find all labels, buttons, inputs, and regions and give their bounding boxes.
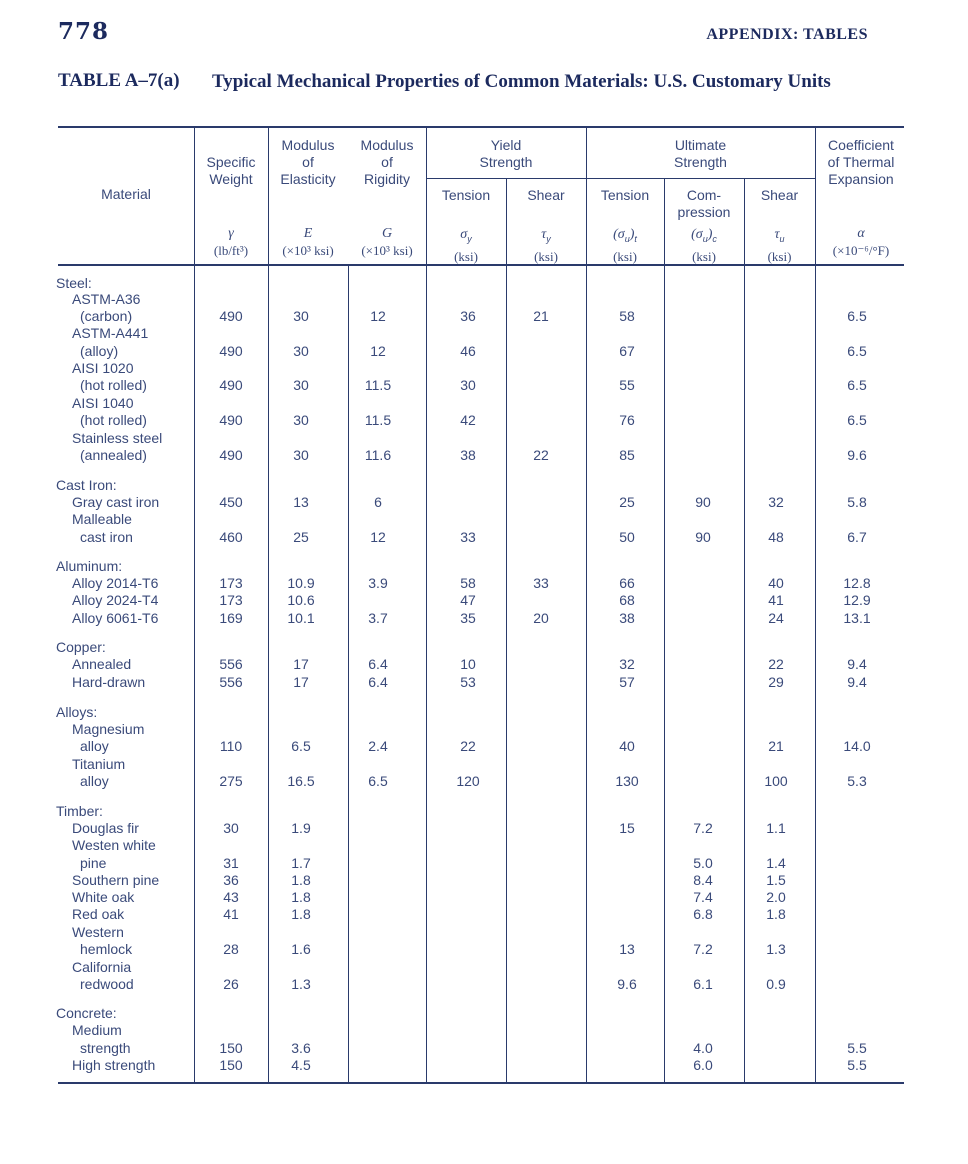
cell-ult-shear: 1.8	[766, 906, 786, 922]
cell-yield-tension: 35	[460, 610, 476, 626]
cell-specific-weight: 150	[219, 1040, 243, 1056]
material-name: Douglas fir	[72, 820, 139, 836]
cell-ult-tension: 57	[619, 674, 635, 690]
symbol: G	[381, 226, 393, 241]
header-material: Material	[101, 186, 151, 202]
symbol: (σ	[613, 227, 625, 242]
cell-modulus-g: 6.4	[368, 674, 388, 690]
cell-ult-shear: 41	[768, 592, 784, 608]
cell-specific-weight: 150	[219, 1057, 243, 1073]
cell-thermal-coef: 13.1	[843, 610, 871, 626]
cell-modulus-e: 17	[293, 674, 309, 690]
cell-specific-weight: 556	[219, 656, 243, 672]
header-line: pression	[677, 204, 731, 220]
header-ultimate-compression	[664, 187, 744, 221]
cell-modulus-e: 25	[293, 529, 309, 545]
unit: (ksi)	[534, 248, 558, 264]
header-line: Coefficient	[828, 137, 894, 153]
material-name: (hot rolled)	[80, 412, 147, 428]
unit: (lb/ft³)	[213, 243, 249, 258]
material-name: ASTM-A441	[72, 325, 149, 341]
material-name: AISI 1040	[72, 395, 134, 411]
material-name: White oak	[72, 889, 135, 905]
material-name: hemlock	[80, 941, 133, 957]
symbol: E	[303, 226, 313, 241]
cell-modulus-e: 13	[293, 494, 309, 510]
material-name: Westen white	[72, 837, 156, 853]
cell-modulus-e: 4.5	[291, 1057, 311, 1073]
header-yield-shear: Shear	[527, 187, 565, 203]
header-line: of	[302, 154, 314, 170]
material-category: Copper:	[56, 639, 106, 655]
cell-yield-tension: 42	[460, 412, 476, 428]
cell-specific-weight: 173	[219, 575, 243, 591]
cell-ult-compression: 6.0	[693, 1057, 713, 1073]
cell-ult-tension: 50	[619, 529, 635, 545]
cell-ult-shear: 21	[768, 738, 784, 754]
cell-ult-shear: 1.4	[766, 855, 786, 871]
cell-ult-compression: 4.0	[693, 1040, 713, 1056]
material-name: AISI 1020	[72, 360, 134, 376]
cell-modulus-g: 6.4	[368, 656, 388, 672]
header-line: Com-	[686, 187, 722, 203]
cell-modulus-e: 1.8	[291, 906, 311, 922]
cell-modulus-g: 3.9	[368, 575, 388, 591]
unit: (ksi)	[454, 248, 478, 264]
material-name: pine	[80, 855, 107, 871]
cell-ult-compression: 90	[695, 494, 711, 510]
cell-specific-weight: 460	[219, 529, 243, 545]
material-name: Hard-drawn	[72, 674, 146, 690]
cell-modulus-e: 1.8	[291, 872, 311, 888]
symbol: τ	[541, 227, 547, 242]
symbol-gamma	[194, 225, 268, 259]
cell-specific-weight: 28	[223, 941, 239, 957]
header-yield-tension: Tension	[441, 187, 491, 203]
cell-ult-tension: 130	[615, 773, 639, 789]
cell-specific-weight: 556	[219, 674, 243, 690]
cell-thermal-coef: 9.6	[847, 447, 867, 463]
header-line: Rigidity	[364, 171, 410, 187]
cell-ult-compression: 5.0	[693, 855, 713, 871]
cell-yield-tension: 53	[460, 674, 476, 690]
symbol-sigma-y: $\sigma_y$ (ksi)	[426, 225, 506, 265]
header-thermal-expansion	[815, 137, 907, 188]
cell-modulus-e: 30	[293, 412, 309, 428]
cell-thermal-coef: 6.5	[847, 308, 867, 324]
cell-ult-shear: 29	[768, 674, 784, 690]
cell-modulus-e: 6.5	[291, 738, 311, 754]
cell-thermal-coef: 5.5	[847, 1040, 867, 1056]
material-name: Malleable	[72, 511, 132, 527]
material-name: Western	[72, 924, 124, 940]
header-line: Expansion	[828, 171, 894, 187]
cell-ult-tension: 38	[619, 610, 635, 626]
cell-modulus-g: 11.5	[364, 412, 392, 428]
header-line: Strength	[479, 154, 533, 170]
cell-thermal-coef: 5.3	[847, 773, 867, 789]
cell-specific-weight: 31	[223, 855, 239, 871]
cell-ult-tension: 76	[619, 412, 635, 428]
unit: (×10⁻⁶/°F)	[832, 243, 890, 258]
cell-yield-tension: 120	[456, 773, 480, 789]
cell-specific-weight: 110	[219, 738, 243, 754]
cell-modulus-e: 30	[293, 447, 309, 463]
material-name: Annealed	[72, 656, 132, 672]
material-category: Aluminum:	[56, 558, 123, 574]
material-name: Medium	[72, 1022, 122, 1038]
cell-ult-shear: 1.1	[766, 820, 786, 836]
cell-modulus-e: 17	[293, 656, 309, 672]
cell-specific-weight: 450	[219, 494, 243, 510]
material-category: Cast Iron:	[56, 477, 117, 493]
cell-modulus-g: 6.5	[368, 773, 388, 789]
material-name: (carbon)	[80, 308, 133, 324]
unit: (ksi)	[767, 248, 792, 264]
cell-ult-shear: 100	[764, 773, 788, 789]
material-name: Stainless steel	[72, 430, 163, 446]
cell-yield-tension: 33	[460, 529, 476, 545]
cell-specific-weight: 169	[219, 610, 243, 626]
cell-ult-compression: 7.4	[693, 889, 713, 905]
cell-specific-weight: 490	[219, 412, 243, 428]
column-divider	[426, 128, 427, 1082]
cell-ult-tension: 58	[619, 308, 635, 324]
material-name: Red oak	[72, 906, 125, 922]
header-line: Strength	[674, 154, 727, 170]
symbol-sigma-uc: $(\sigma_u)_c$ (ksi)	[664, 225, 744, 265]
cell-modulus-g: 2.4	[368, 738, 388, 754]
material-name: alloy	[80, 738, 109, 754]
header-line: of Thermal	[827, 154, 895, 170]
material-name: cast iron	[80, 529, 133, 545]
material-name: ASTM-A36	[72, 291, 141, 307]
yield-subheader-rule	[427, 178, 816, 179]
cell-yield-tension: 30	[460, 377, 476, 393]
cell-thermal-coef: 5.5	[847, 1057, 867, 1073]
cell-specific-weight: 41	[223, 906, 239, 922]
cell-thermal-coef: 12.8	[843, 575, 871, 591]
material-name: (alloy)	[80, 343, 119, 359]
cell-ult-tension: 85	[619, 447, 635, 463]
material-name: redwood	[80, 976, 134, 992]
symbol-tau-y: $\tau_y$ (ksi)	[506, 225, 586, 265]
material-name: alloy	[80, 773, 109, 789]
header-modulus-rigidity	[348, 137, 426, 188]
header-line: Modulus	[281, 137, 335, 153]
material-name: Alloy 2014-T6	[72, 575, 159, 591]
material-name: Alloy 2024-T4	[72, 592, 159, 608]
cell-yield-shear: 33	[533, 575, 549, 591]
cell-modulus-e: 10.9	[287, 575, 315, 591]
column-divider	[815, 128, 816, 1082]
cell-modulus-e: 30	[293, 343, 309, 359]
symbol-sigma-ut: $(\sigma_u)_t$ (ksi)	[586, 225, 664, 265]
cell-modulus-g: 12	[370, 308, 386, 324]
material-name: High strength	[72, 1057, 156, 1073]
column-divider	[664, 178, 665, 1082]
cell-modulus-e: 10.1	[287, 610, 315, 626]
cell-specific-weight: 490	[219, 343, 243, 359]
cell-modulus-g: 6	[374, 494, 382, 510]
cell-thermal-coef: 6.5	[847, 343, 867, 359]
header-ultimate-tension: Tension	[600, 187, 650, 203]
material-category: Alloys:	[56, 704, 98, 720]
material-name: (hot rolled)	[80, 377, 147, 393]
cell-modulus-g: 3.7	[368, 610, 388, 626]
material-name: California	[72, 959, 132, 975]
header-line: Elasticity	[280, 171, 336, 187]
material-category: Timber:	[56, 803, 103, 819]
cell-ult-tension: 68	[619, 592, 635, 608]
cell-modulus-e: 10.6	[287, 592, 315, 608]
column-divider	[194, 128, 195, 1082]
cell-thermal-coef: 6.5	[847, 377, 867, 393]
unit: (×10³ ksi)	[361, 243, 413, 258]
cell-specific-weight: 36	[223, 872, 239, 888]
header-specific-weight	[194, 154, 268, 188]
page-number: 778	[58, 18, 110, 45]
cell-specific-weight: 26	[223, 976, 239, 992]
unit: (×10³ ksi)	[282, 243, 334, 258]
cell-modulus-e: 1.3	[291, 976, 311, 992]
cell-specific-weight: 173	[219, 592, 243, 608]
cell-thermal-coef: 12.9	[843, 592, 871, 608]
cell-yield-shear: 20	[533, 610, 549, 626]
cell-yield-tension: 10	[460, 656, 476, 672]
cell-ult-compression: 8.4	[693, 872, 713, 888]
cell-thermal-coef: 5.8	[847, 494, 867, 510]
cell-ult-tension: 25	[619, 494, 635, 510]
cell-modulus-g: 12	[370, 529, 386, 545]
cell-ult-tension: 32	[619, 656, 635, 672]
cell-specific-weight: 490	[219, 377, 243, 393]
cell-ult-tension: 55	[619, 377, 635, 393]
cell-thermal-coef: 6.7	[847, 529, 867, 545]
cell-thermal-coef: 14.0	[843, 738, 871, 754]
symbol-e	[268, 225, 348, 259]
cell-ult-tension: 13	[619, 941, 635, 957]
header-line: Modulus	[360, 137, 414, 153]
cell-thermal-coef: 9.4	[847, 674, 867, 690]
cell-ult-tension: 67	[619, 343, 635, 359]
cell-modulus-e: 30	[293, 377, 309, 393]
cell-ult-shear: 0.9	[766, 976, 786, 992]
cell-modulus-e: 30	[293, 308, 309, 324]
symbol-g	[348, 225, 426, 259]
cell-ult-compression: 7.2	[693, 941, 713, 957]
table-id: TABLE A–7(a)	[58, 70, 180, 91]
header-line: of	[381, 154, 393, 170]
header-line: Weight	[209, 171, 253, 187]
cell-ult-shear: 1.3	[766, 941, 786, 957]
cell-yield-tension: 36	[460, 308, 476, 324]
cell-modulus-e: 3.6	[291, 1040, 311, 1056]
cell-modulus-g: 11.5	[364, 377, 392, 393]
cell-thermal-coef: 6.5	[847, 412, 867, 428]
cell-modulus-e: 1.9	[291, 820, 311, 836]
header-yield-strength	[426, 137, 586, 171]
symbol: α	[857, 226, 865, 241]
cell-ult-compression: 6.1	[693, 976, 713, 992]
table-bottom-rule	[58, 1082, 904, 1084]
cell-ult-shear: 40	[768, 575, 784, 591]
header-ultimate-strength	[586, 137, 815, 171]
header-line: Yield	[490, 137, 522, 153]
cell-modulus-g: 12	[370, 343, 386, 359]
cell-yield-tension: 46	[460, 343, 476, 359]
cell-ult-compression: 6.8	[693, 906, 713, 922]
cell-ult-tension: 15	[619, 820, 635, 836]
symbol: (σ	[691, 227, 703, 242]
cell-yield-tension: 22	[460, 738, 476, 754]
unit: (ksi)	[613, 248, 637, 264]
material-name: Alloy 6061-T6	[72, 610, 159, 626]
cell-ult-tension: 9.6	[617, 976, 637, 992]
material-name: Gray cast iron	[72, 494, 160, 510]
symbol: σ	[460, 227, 468, 242]
unit: (ksi)	[692, 248, 716, 264]
cell-modulus-g: 11.6	[364, 447, 392, 463]
cell-yield-shear: 21	[533, 308, 549, 324]
cell-ult-shear: 48	[768, 529, 784, 545]
header-ultimate-shear: Shear	[760, 187, 799, 203]
cell-specific-weight: 490	[219, 447, 243, 463]
cell-modulus-e: 1.6	[291, 941, 311, 957]
cell-yield-tension: 47	[460, 592, 476, 608]
material-category: Steel:	[56, 275, 92, 291]
cell-yield-shear: 22	[533, 447, 549, 463]
cell-yield-tension: 38	[460, 447, 476, 463]
header-line: Ultimate	[674, 137, 727, 153]
cell-ult-shear: 32	[768, 494, 784, 510]
cell-thermal-coef: 9.4	[847, 656, 867, 672]
column-divider	[586, 128, 587, 1082]
cell-yield-tension: 58	[460, 575, 476, 591]
cell-ult-shear: 22	[768, 656, 784, 672]
header-line: Specific	[206, 154, 256, 170]
symbol: τ	[774, 227, 780, 242]
cell-modulus-e: 1.7	[291, 855, 311, 871]
material-name: strength	[80, 1040, 131, 1056]
cell-ult-compression: 7.2	[693, 820, 713, 836]
table-top-rule	[58, 126, 904, 128]
cell-specific-weight: 30	[223, 820, 239, 836]
cell-modulus-e: 1.8	[291, 889, 311, 905]
cell-ult-tension: 66	[619, 575, 635, 591]
cell-ult-shear: 1.5	[766, 872, 786, 888]
header-modulus-elasticity	[268, 137, 348, 188]
cell-modulus-e: 16.5	[287, 773, 315, 789]
cell-specific-weight: 490	[219, 308, 243, 324]
cell-ult-shear: 2.0	[766, 889, 786, 905]
material-name: (annealed)	[80, 447, 147, 463]
material-name: Magnesium	[72, 721, 145, 737]
cell-ult-shear: 24	[768, 610, 784, 626]
material-name: Titanium	[72, 756, 126, 772]
cell-ult-compression: 90	[695, 529, 711, 545]
symbol: γ	[228, 226, 234, 241]
symbol-alpha	[815, 225, 907, 259]
material-category: Concrete:	[56, 1005, 117, 1021]
material-name: Southern pine	[72, 872, 160, 888]
cell-specific-weight: 43	[223, 889, 239, 905]
table-title: Typical Mechanical Properties of Common Materials: U.S. Customary Units	[212, 71, 831, 92]
running-head: APPENDIX: TABLES	[706, 26, 868, 43]
cell-specific-weight: 275	[219, 773, 243, 789]
symbol-tau-u: $\tau_u$ (ksi)	[744, 225, 815, 265]
cell-ult-tension: 40	[619, 738, 635, 754]
